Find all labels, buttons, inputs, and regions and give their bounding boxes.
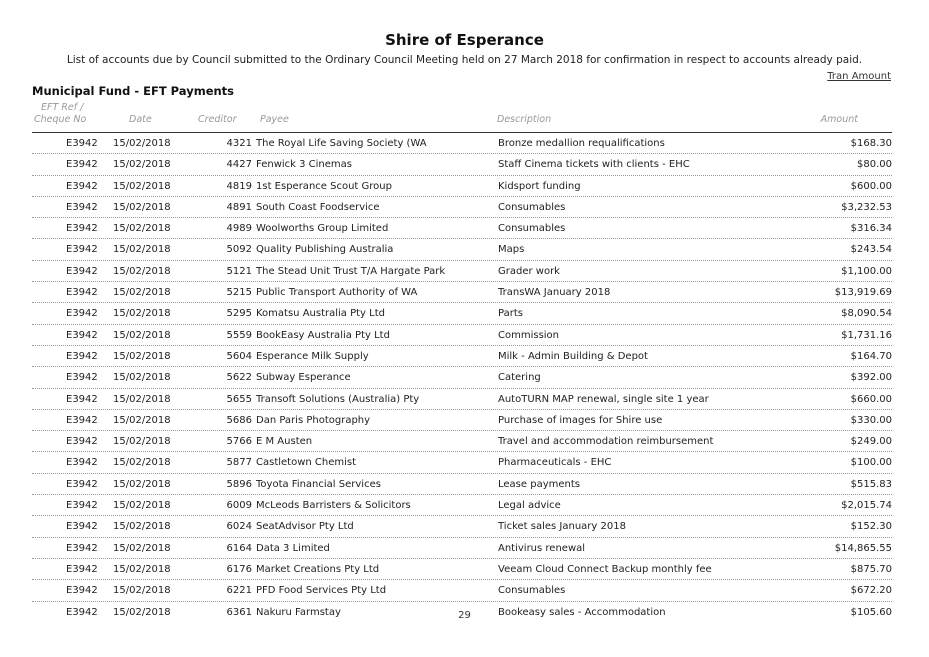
cell-eft-ref: E3942: [66, 372, 98, 384]
cell-amount: $875.70: [850, 563, 892, 575]
cell-payee: Subway Esperance: [256, 372, 351, 384]
cell-amount: $243.54: [850, 244, 892, 256]
cell-description: Milk - Admin Building & Depot: [498, 350, 648, 362]
cell-eft-ref: E3942: [66, 521, 98, 533]
document-subtitle: List of accounts due by Council submitted to the Ordinary Council Meeting held on 27 March 2018 for confirmation in respect to accounts already paid.: [66, 54, 863, 66]
cell-creditor: 4321: [226, 138, 252, 149]
cell-creditor: 5766: [226, 436, 252, 448]
cell-payee: PFD Food Services Pty Ltd: [256, 585, 387, 597]
cell-creditor: 5896: [226, 478, 252, 490]
cell-description: Pharmaceuticals - EHC: [498, 457, 612, 469]
header-payee: Payee: [260, 114, 289, 125]
cell-date: 15/02/2018: [113, 329, 171, 341]
table-row: [32, 133, 892, 154]
cell-amount: $8,090.54: [841, 308, 892, 320]
cell-date: 15/02/2018: [113, 393, 171, 405]
cell-payee: Toyota Financial Services: [256, 478, 381, 490]
header-date: Date: [129, 114, 152, 125]
cell-eft-ref: E3942: [66, 478, 98, 490]
document-title: Shire of Esperance: [385, 31, 544, 49]
cell-creditor: 5121: [226, 265, 252, 277]
cell-date: 15/02/2018: [113, 585, 171, 597]
cell-eft-ref: E3942: [66, 329, 98, 341]
cell-description: Kidsport funding: [498, 180, 581, 192]
cell-payee: SeatAdvisor Pty Ltd: [256, 521, 354, 533]
cell-creditor: 5559: [226, 329, 252, 341]
cell-creditor: 5604: [226, 350, 252, 362]
table-row: [32, 452, 892, 473]
cell-creditor: 4891: [226, 201, 252, 213]
cell-eft-ref: E3942: [66, 606, 98, 618]
table-row: [32, 538, 892, 559]
cell-creditor: 4989: [226, 223, 252, 235]
table-row: [32, 580, 892, 601]
cell-creditor: 5655: [226, 393, 252, 405]
cell-creditor: 5877: [226, 457, 252, 469]
table-row: [32, 282, 892, 303]
cell-creditor: 6024: [226, 521, 252, 533]
cell-date: 15/02/2018: [113, 500, 171, 512]
cell-payee: Esperance Milk Supply: [256, 350, 369, 362]
header-ref-line1: EFT Ref /: [41, 102, 84, 113]
cell-payee: Nakuru Farmstay: [256, 606, 341, 618]
cell-eft-ref: E3942: [66, 223, 98, 235]
cell-date: 15/02/2018: [113, 159, 171, 171]
cell-payee: Woolworths Group Limited: [256, 223, 389, 235]
cell-date: 15/02/2018: [113, 521, 171, 533]
cell-date: 15/02/2018: [113, 223, 171, 235]
cell-payee: Transoft Solutions (Australia) Pty: [256, 393, 420, 405]
cell-payee: Fenwick 3 Cinemas: [256, 159, 352, 171]
cell-date: 15/02/2018: [113, 201, 171, 213]
cell-payee: E M Austen: [256, 436, 313, 448]
cell-date: 15/02/2018: [113, 180, 171, 192]
cell-description: Lease payments: [498, 478, 580, 490]
cell-date: 15/02/2018: [113, 414, 171, 426]
cell-date: 15/02/2018: [113, 350, 171, 362]
table-row: [32, 325, 892, 346]
cell-eft-ref: E3942: [66, 350, 98, 362]
cell-payee: McLeods Barristers & Solicitors: [256, 500, 411, 512]
cell-eft-ref: E3942: [66, 244, 98, 256]
cell-payee: 1st Esperance Scout Group: [256, 180, 392, 192]
table-row: [32, 154, 892, 175]
table-row: [32, 303, 892, 324]
cell-eft-ref: E3942: [66, 265, 98, 277]
cell-amount: $600.00: [850, 180, 892, 192]
tran-amount-label: Tran Amount: [827, 71, 891, 82]
cell-eft-ref: E3942: [66, 393, 98, 405]
cell-payee: The Royal Life Saving Society (WA: [256, 138, 427, 149]
cell-eft-ref: E3942: [66, 201, 98, 213]
table-row: [32, 346, 892, 367]
cell-description: Ticket sales January 2018: [498, 521, 626, 533]
cell-date: 15/02/2018: [113, 606, 171, 618]
cell-creditor: 5092: [226, 244, 252, 256]
cell-amount: $1,100.00: [841, 265, 892, 277]
cell-amount: $3,232.53: [841, 201, 892, 213]
header-ref-line2: Cheque No: [34, 114, 87, 125]
cell-creditor: 6164: [226, 542, 252, 554]
cell-eft-ref: E3942: [66, 457, 98, 469]
cell-amount: $2,015.74: [841, 500, 892, 512]
cell-description: Grader work: [498, 265, 560, 277]
table-row: [32, 367, 892, 388]
cell-description: Consumables: [498, 585, 566, 597]
cell-amount: $249.00: [850, 436, 892, 448]
cell-amount: $14,865.55: [834, 542, 892, 554]
cell-eft-ref: E3942: [66, 436, 98, 448]
cell-description: Travel and accommodation reimbursement: [498, 436, 714, 448]
cell-creditor: 4427: [226, 159, 252, 171]
cell-description: Consumables: [498, 223, 566, 235]
cell-amount: $168.30: [850, 138, 892, 149]
cell-payee: South Coast Foodservice: [256, 201, 380, 213]
table-row: [32, 431, 892, 452]
cell-creditor: 6176: [226, 563, 252, 575]
cell-creditor: 4819: [226, 180, 252, 192]
cell-eft-ref: E3942: [66, 585, 98, 597]
cell-creditor: 5686: [226, 414, 252, 426]
table-row: [32, 261, 892, 282]
cell-description: Antivirus renewal: [498, 542, 586, 554]
cell-date: 15/02/2018: [113, 563, 171, 575]
cell-amount: $316.34: [850, 223, 892, 235]
cell-creditor: 5295: [226, 308, 252, 320]
cell-amount: $152.30: [850, 521, 892, 533]
cell-amount: $330.00: [850, 414, 892, 426]
header-description: Description: [497, 114, 552, 125]
cell-eft-ref: E3942: [66, 542, 98, 554]
cell-description: Legal advice: [498, 500, 561, 512]
cell-description: Catering: [498, 372, 541, 384]
cell-description: Purchase of images for Shire use: [498, 414, 663, 426]
cell-date: 15/02/2018: [113, 244, 171, 256]
cell-eft-ref: E3942: [66, 563, 98, 575]
table-row: [32, 239, 892, 260]
table-row: [32, 410, 892, 431]
cell-eft-ref: E3942: [66, 138, 98, 149]
cell-amount: $1,731.16: [841, 329, 892, 341]
cell-amount: $13,919.69: [834, 287, 892, 299]
cell-description: Parts: [498, 308, 523, 320]
cell-amount: $80.00: [857, 159, 892, 171]
table-row: [32, 176, 892, 197]
cell-payee: The Stead Unit Trust T/A Hargate Park: [256, 265, 446, 277]
column-headers: [32, 102, 892, 133]
cell-creditor: 6361: [226, 606, 252, 618]
cell-payee: Dan Paris Photography: [256, 414, 371, 426]
cell-payee: Public Transport Authority of WA: [256, 287, 418, 299]
cell-description: AutoTURN MAP renewal, single site 1 year: [498, 393, 709, 405]
payments-table: [32, 133, 892, 622]
cell-creditor: 5215: [226, 287, 252, 299]
cell-amount: $515.83: [850, 478, 892, 490]
cell-payee: Komatsu Australia Pty Ltd: [256, 308, 385, 320]
cell-description: Staff Cinema tickets with clients - EHC: [498, 159, 690, 171]
cell-creditor: 5622: [226, 372, 252, 384]
table-row: [32, 495, 892, 516]
cell-date: 15/02/2018: [113, 542, 171, 554]
cell-payee: Quality Publishing Australia: [256, 244, 394, 256]
cell-date: 15/02/2018: [113, 287, 171, 299]
cell-date: 15/02/2018: [113, 265, 171, 277]
table-row: [32, 389, 892, 410]
cell-eft-ref: E3942: [66, 500, 98, 512]
cell-date: 15/02/2018: [113, 372, 171, 384]
cell-date: 15/02/2018: [113, 457, 171, 469]
cell-amount: $164.70: [850, 350, 892, 362]
cell-amount: $660.00: [850, 393, 892, 405]
cell-amount: $392.00: [850, 372, 892, 384]
cell-amount: $105.60: [850, 606, 892, 618]
cell-eft-ref: E3942: [66, 180, 98, 192]
table-row: [32, 197, 892, 218]
cell-description: Consumables: [498, 201, 566, 213]
table-row: [32, 516, 892, 537]
cell-date: 15/02/2018: [113, 478, 171, 490]
header-creditor: Creditor: [198, 114, 237, 125]
cell-payee: Market Creations Pty Ltd: [256, 563, 380, 575]
cell-description: Bronze medallion requalifications: [498, 138, 665, 149]
table-row: [32, 474, 892, 495]
cell-payee: Castletown Chemist: [256, 457, 357, 469]
cell-description: Commission: [498, 329, 560, 341]
cell-payee: BookEasy Australia Pty Ltd: [256, 329, 390, 341]
cell-date: 15/02/2018: [113, 308, 171, 320]
cell-creditor: 6221: [226, 585, 252, 597]
cell-eft-ref: E3942: [66, 414, 98, 426]
cell-description: TransWA January 2018: [498, 287, 611, 299]
cell-eft-ref: E3942: [66, 287, 98, 299]
cell-payee: Data 3 Limited: [256, 542, 330, 554]
header-amount: Amount: [820, 114, 858, 125]
cell-eft-ref: E3942: [66, 308, 98, 320]
cell-description: Veeam Cloud Connect Backup monthly fee: [498, 563, 712, 575]
cell-creditor: 6009: [226, 500, 252, 512]
table-row: [32, 218, 892, 239]
cell-amount: $100.00: [850, 457, 892, 469]
cell-date: 15/02/2018: [113, 436, 171, 448]
cell-amount: $672.20: [850, 585, 892, 597]
section-heading: Municipal Fund - EFT Payments: [32, 84, 235, 98]
cell-description: Maps: [498, 244, 525, 256]
table-row: [32, 559, 892, 580]
cell-date: 15/02/2018: [113, 138, 171, 149]
cell-eft-ref: E3942: [66, 159, 98, 171]
cell-description: Bookeasy sales - Accommodation: [498, 606, 666, 618]
page-number: 29: [458, 610, 471, 621]
